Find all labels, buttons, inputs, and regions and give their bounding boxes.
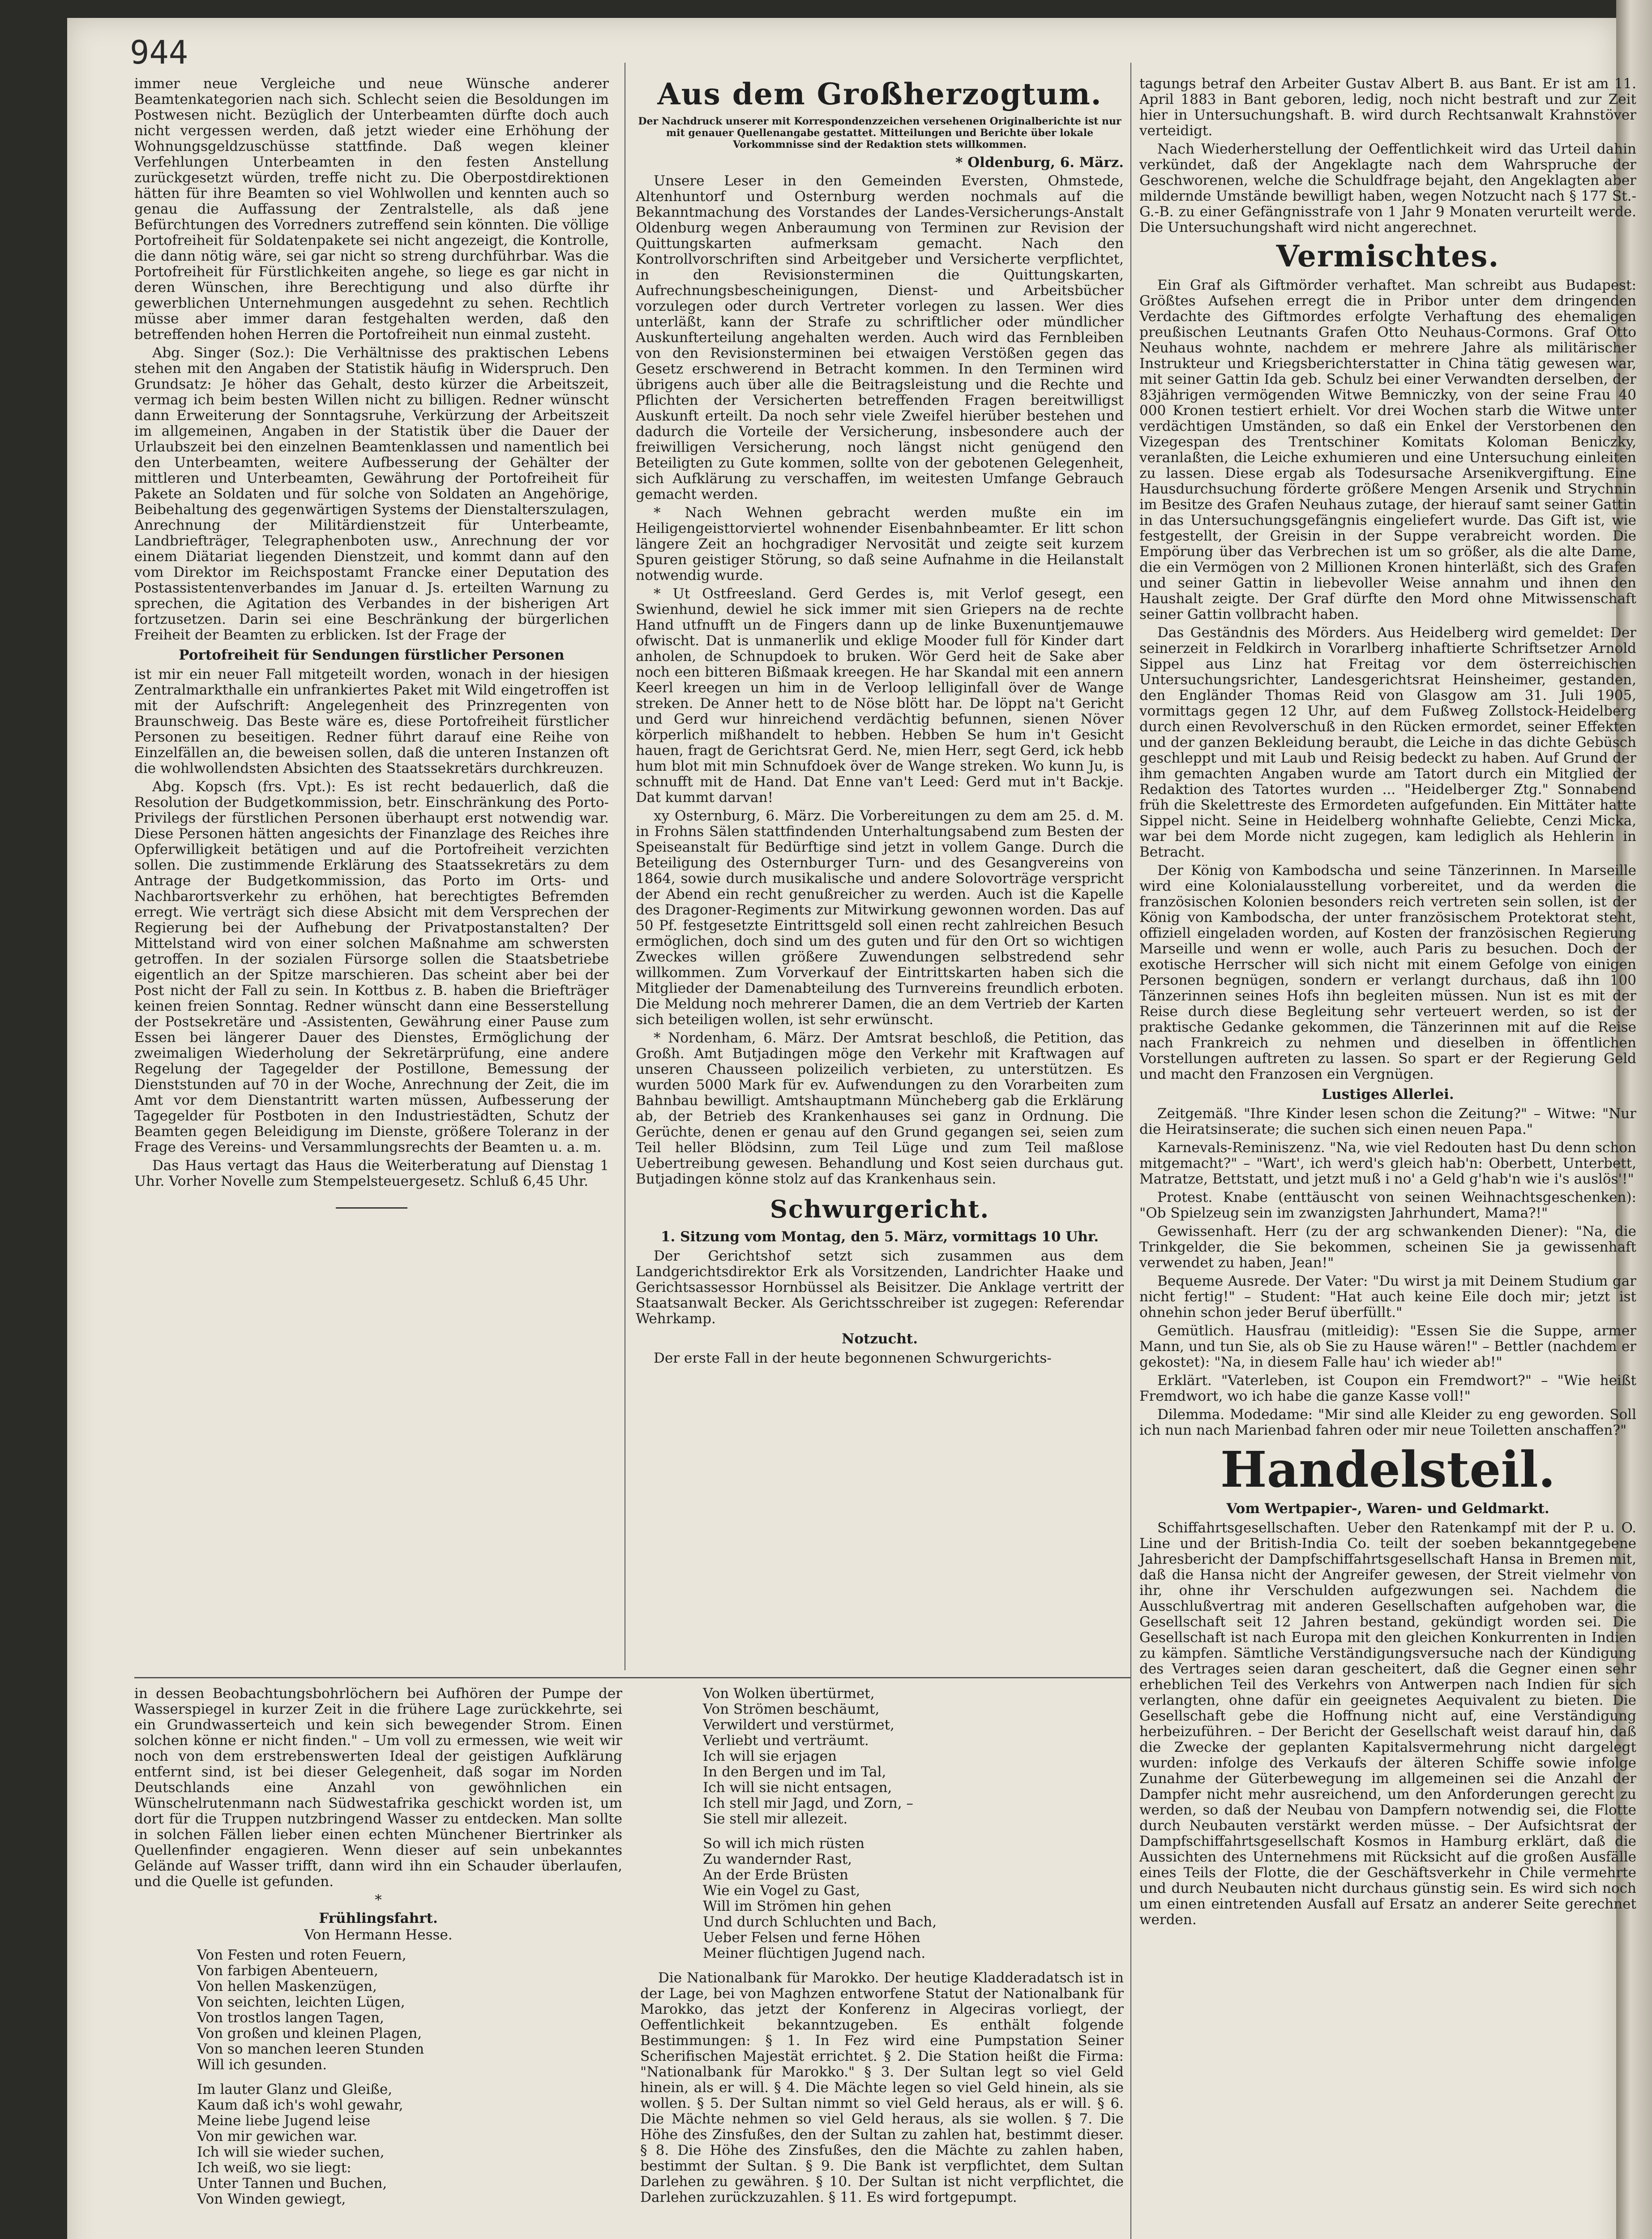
poem-line: Von Strömen beschäumt, [703, 1701, 880, 1717]
joke: Zeitgemäß. "Ihre Kinder lesen schon die Zeitung?" – Witwe: "Nur die Heiratsinserate; die suchen sich einen neuen Papa." [1139, 1106, 1636, 1137]
poem-stanza [703, 1836, 1124, 1961]
section-heading: Aus dem Großherzogtum. [657, 77, 1102, 112]
poem-line: Verliebt und verträumt. [703, 1733, 869, 1749]
joke: Dilemma. Modedame: "Mir sind alle Kleider zu eng geworden. Soll ich nun nach Marienbad fahren oder mir neue Toiletten anschaffen?" [1139, 1407, 1636, 1438]
poem-line: Verwildert und verstürmet, [703, 1717, 894, 1733]
poem-line: Von trostlos langen Tagen, [197, 2010, 384, 2026]
paragraph: Nach Wiederherstellung der Oeffentlichkeit wird das Urteil dahin verkündet, daß der Angeklagte nach dem Wahrspruche der Geschworenen, welche die Schuldfrage bejaht, den Angeklagten aber mildernde Umstände bewilligt haben, wegen Notzucht nach § 177 St.-G.-B. zu einer Gefängnisstrafe von 1 Jahr 9 Monaten verurteilt werde. Die Untersuchungshaft wird nicht angerechnet. [1139, 141, 1636, 236]
poem-line: Im lauter Glanz und Gleiße, [197, 2081, 393, 2097]
poem-line: Von mir gewichen war. [197, 2128, 358, 2145]
poem-line: Ich will sie erjagen [703, 1748, 837, 1764]
paragraph: * Nordenham, 6. März. Der Amtsrat beschloß, die Petition, das Großh. Amt Butjadingen möge den Verkehr mit Kraftwagen auf unseren Chausseen polizeilich verbieten, zu unterstützen. Es wurden 5000 Mark für ev. Aufwendungen zu den Vorarbeiten zum Bahnbau bewilligt. Amtshauptmann Müncheberg gab die Erklärung ab, der Betrieb des Krankenhauses sei ganz in Ordnung. Die Gerüchte, denen er genau auf den Grund gegangen sei, seien zum Teil heller Blödsinn, zum Teil Lüge und zum Teil maßlose Uebertreibung gewesen. Behandlung und Kost seien durchaus gut. Butjadingen könne stolz auf das Krankenhaus sein. [636, 1030, 1124, 1187]
subheading: Lustiges Allerlei. [1322, 1086, 1454, 1102]
poem-line: Von Festen und roten Feuern, [197, 1947, 407, 1963]
poem-line: Von Winden gewiegt, [197, 2191, 346, 2207]
column-parliament [134, 76, 609, 1218]
dateline: * Oldenburg, 6. März. [955, 154, 1124, 171]
poem-line: An der Erde Brüsten [703, 1867, 848, 1883]
poem-line: Zu wandernder Rast, [703, 1851, 852, 1867]
subheading: Notzucht. [841, 1331, 918, 1347]
poem-line: Ich will sie wieder suchen, [197, 2144, 385, 2160]
poem-line: Von seichten, leichten Lügen, [197, 1994, 405, 2010]
poem-line: Von hellen Maskenzügen, [197, 1978, 377, 1995]
paragraph: immer neue Vergleiche und neue Wünsche anderer Beamtenkategorien nach sich. Schlecht seien die Besoldungen im Postwesen nicht. Bezüglich der Unterbeamten dürfte doch auch nicht vergessen werden, daß jetzt wieder eine Erhöhung der Wohnungsgeldzuschüsse stattfinde. Daß wegen kleiner Verfehlungen Unterbeamten in den festen Anstellung zurückgesetzt würden, treffe nicht zu. Die Oberpostdirektionen hätten für ihre Beamten so viel Wohlwollen und kennten auch so genau die Auffassung der Zentralstelle, als daß jene Befürchtungen des Vorredners zutreffend sein könnten. Die völlige Portofreiheit für Soldatenpakete sei nicht angezeigt, die Kontrolle, die dann nötig wäre, sei gar nicht so streng durchführbar. Was die Portofreiheit für Fürstlichkeiten angehe, so liege es gar nicht in deren Wünschen, ihre Berechtigung und also dürfte ihr gewerblichen Unternehmungen ausgedehnt zu sehen. Rechtlich müsse aber immer daran festgehalten werden, daß den betreffenden hohen Herren die Portofreiheit nun einmal zusteht. [134, 76, 609, 343]
column-miscellany [1139, 76, 1636, 1930]
subheading: 1. Sitzung vom Montag, den 5. März, vormittags 10 Uhr. [660, 1229, 1099, 1245]
poem-continued [703, 1686, 1124, 1961]
joke: Gemütlich. Hausfrau (mitleidig): "Essen Sie die Suppe, armer Mann, und tun Sie, als ob Sie zu Hause wären!" – Bettler (nachdem er gekostet): "Na, in diesem Falle hau' ich wieder ab!" [1139, 1323, 1636, 1370]
poem-line: Und durch Schluchten und Bach, [703, 1914, 937, 1930]
poem-stanza [197, 2082, 622, 2207]
poem-line: Meine liebe Jugend leise [197, 2113, 371, 2129]
joke: Gewissenhaft. Herr (zu der arg schwankenden Diener): "Na, die Trinkgelder, die Sie bekommen, scheinen Sie ja gewissenhaft verwendet zu haben, Jean!" [1139, 1223, 1636, 1271]
paragraph: Unsere Leser in den Gemeinden Eversten, Ohmstede, Altenhuntorf und Osternburg werden nochmals auf die Bekanntmachung des Vorstandes der Landes-Versicherungs-Anstalt Oldenburg wegen Anberaumung von Terminen zur Revision der Quittungskarten aufmerksam gemacht. Nach den Kontrollvorschriften sind Arbeitgeber und Versicherte verpflichtet, in den Revisionsterminen die Quittungskarten, Aufrechnungsbescheinigungen, Dienst- und Arbeitsbücher vorzulegen oder durch Vertreter vorlegen zu lassen. Wer dies unterläßt, kann der Strafe zu schriftlicher oder mündlicher Auskunfterteilung angehalten werden. Auch wird das Fernbleiben von den Revisionsterminen bei etwaigen Verstößen gegen das Gesetz erschwerend in Betracht kommen. In den Terminen wird übrigens auch über alle die Beitragsleistung und die Rechte und Pflichten der Versicherten betreffenden Fragen bereitwilligst Auskunft erteilt. Da noch sehr viele Zweifel hierüber bestehen und dadurch die Vorteile der Versicherung, insbesondere auch der freiwilligen Versicherung, noch längst nicht genügend den Beteiligten zu Gute kommen, sollte von der gebotenen Gelegenheit, sich Aufklärung zu verschaffen, im weitesten Umfange Gebrauch gemacht werden. [636, 173, 1124, 502]
joke: Karnevals-Reminiszenz. "Na, wie viel Redouten hast Du denn schon mitgemacht?" – "Wart', ich werd's gleich hab'n: Oberbett, Unterbett, Matratze, Bettstatt, und jetzt muß i no' a Geld g'hab'n wie i's auslös'!" [1139, 1140, 1636, 1187]
poem-line: Ich will sie nicht entsagen, [703, 1780, 892, 1796]
poem-line: Sie stell mir allezeit. [703, 1811, 848, 1827]
paragraph: Das Geständnis des Mörders. Aus Heidelberg wird gemeldet: Der seinerzeit in Feldkirch in Vorarlberg inhaftierte Schriftsetzer Arnold Sippel aus Linz hat Freitag vor dem österreichischen Untersuchungsrichter, Landesgerichtsrat Heinsheimer, gestanden, den Engländer Thomas Reid von Glasgow am 31. Juli 1905, vormittags gegen 12 Uhr, auf dem Fußweg Zollstock-Heidelberg durch einen Revolverschuß in den Rücken ermordet, seiner Effekten und der ganzen Bekleidung beraubt, die Leiche in das dichte Gebüsch geschleppt und mit Laub und Reisig bedeckt zu haben. Auf Grund der ihm gemachten Angaben wurde am Tatort durch ein Mitglied der Redaktion des Tatortes wurden ... "Heidelberger Ztg." Sonnabend früh die Skelettreste des Ermordeten aufgefunden. Ein Mittäter hatte Sippel nicht. Seine in Heidelberg wohnhafte Geliebte, Cenzi Micka, war bei dem Morde nicht zugegen, kam lediglich als Hehlerin in Betracht. [1139, 625, 1636, 860]
poem-line: Von farbigen Abenteuern, [197, 1963, 378, 1979]
section-heading: Schwurgericht. [770, 1195, 990, 1223]
paragraph: tagungs betraf den Arbeiter Gustav Albert B. aus Bant. Er ist am 11. April 1883 in Bant geboren, ledig, noch nicht bestraft und zur Zeit hier in Untersuchungshaft. B. wird durch Rechtsanwalt Krahnstöver verteidigt. [1139, 76, 1636, 139]
paragraph: xy Osternburg, 6. März. Die Vorbereitungen zu dem am 25. d. M. in Frohns Sälen stattfindenden Unterhaltungsabend zum Besten der Speiseanstalt für Bedürftige sind jetzt in vollem Gange. Durch die Beteiligung des Osternburger Turn- und des Gesangvereins von 1864, sowie durch musikalische und andere Solovorträge verspricht der Abend ein recht genußreicher zu werden. Auch ist die Kapelle des Dragoner-Regiments zur Mitwirkung gewonnen worden. Das auf 50 Pf. festgesetzte Eintrittsgeld soll einen recht zahlreichen Besuch ermöglichen, doch sind um des guten und für den Ort so wichtigen Zweckes willen größere Zuwendungen selbstredend sehr willkommen. Zum Vorverkauf der Eintrittskarten haben sich die Mitglieder der Damenabteilung des Turnvereins freundlich erboten. Die Meldung noch mehrerer Damen, die an dem Vertrieb der Karten sich beteiligen wollen, ist sehr erwünscht. [636, 808, 1124, 1028]
poem-stanza [703, 1686, 1124, 1827]
poem-line: Will im Strömen hin gehen [703, 1898, 891, 1914]
poem-author: Von Hermann Hesse. [304, 1927, 453, 1943]
poem-line: In den Bergen und im Tal, [703, 1764, 886, 1780]
poem [197, 1947, 622, 2207]
poem-line: Von Wolken übertürmet, [703, 1686, 875, 1702]
end-rule [336, 1207, 407, 1209]
paragraph: ist mir ein neuer Fall mitgeteilt worden, wonach in der hiesigen Zentralmarkthalle ein unfrankiertes Paket mit Wild eingetroffen ist mit der Aufschrift: Angelegenheit des Prinzregenten von Braunschweig. Das Beste wäre es, diese Portofreiheit fürstlicher Personen zu beseitigen. Redner führt darauf eine Reihe von Einzelfällen an, die beweisen sollen, daß die unteren Instanzen oft die wohlwollendsten Absichten des Staatssekretärs durchkreuzen. [134, 666, 609, 776]
poem-title: Frühlingsfahrt. [319, 1910, 438, 1926]
poem-line: Von großen und kleinen Plagen, [197, 2025, 422, 2042]
section-heading: Vermischtes. [1276, 239, 1500, 274]
subheading: Portofreiheit für Sendungen fürstlicher Personen [179, 647, 565, 663]
poem-line: Ich weiß, wo sie liegt: [197, 2160, 351, 2176]
page-number: 944 [130, 34, 188, 71]
poem-line: Ich stell mir Jagd, und Zorn, – [703, 1795, 913, 1811]
poem-line: Unter Tannen und Buchen, [197, 2175, 387, 2192]
paragraph: in dessen Beobachtungsbohrlöchern bei Aufhören der Pumpe der Wasserspiegel in kurzer Zeit in die frühere Lage zurückkehrte, sei ein Grundwasserteich und kein sich bewegender Strom. Einen solchen könne er nicht finden." – Um voll zu ermessen, wie weit wir noch von dem erstrebenswerten Ideal der geistigen Aufklärung entfernt sind, ist bei dieser Gelegenheit, daß sogar im Norden Deutschlands eine Anzahl von gewöhnlichen ein Wünschelrutenmann nach Südwestafrika geschickt worden ist, um dort für die Truppen nutzbringend Wasser zu entdecken. Man sollte in solchen Fällen lieber einen echten Münchener Biertrinker als Quellenfinder engagieren. Wenn dieser auf sein unbekanntes Gelände auf Wasser trifft, dann wird ihn ein Schauder überlaufen, und die Quelle ist gefunden. [134, 1686, 622, 1890]
section-divider [134, 1677, 1130, 1678]
poem-line: Ueber Felsen und ferne Höhen [703, 1930, 920, 1946]
paragraph: Die Nationalbank für Marokko. Der heutige Kladderadatsch ist in der Lage, bei von Maghzen entworfene Statut der Nationalbank für Marokko, das jetzt der Konferenz in Algeciras vorliegt, der Oeffentlichkeit bekanntzugeben. Es enthält folgende Bestimmungen: § 1. In Fez wird eine Pumpstation Seiner Scherifischen Majestät errichtet. § 2. Die Station heißt die Firma: "Nationalbank für Marokko." § 3. Der Sultan legt so viel Geld hinein, als er will. § 4. Die Mächte legen so viel Geld hinein, als sie wollen. § 5. Der Sultan nimmt so viel Geld heraus, als er will. § 6. Die Mächte nehmen so viel Geld heraus, als sie wollen. § 7. Die Höhe des Zinsfußes, den der Sultan zu zahlen hat, bestimmt dieser. § 8. Die Höhe des Zinsfußes, den die Mächte zu zahlen haben, bestimmt der Sultan. § 9. Die Bank ist verpflichtet, dem Sultan Darlehen zu gewähren. § 10. Der Sultan ist nicht verpflichtet, die Darlehen zurückzuzahlen. § 11. Es wird fortgepumpt. [640, 1970, 1124, 2205]
joke: Bequeme Ausrede. Der Vater: "Du wirst ja mit Deinem Studium gar nicht fertig!" – Student: "Hat auch keine Eile doch mir; jetzt ist ohnehin schon jeder Beruf überfüllt." [1139, 1273, 1636, 1321]
poem-line: Meiner flüchtigen Jugend nach. [703, 1945, 926, 1961]
paragraph: Der Gerichtshof setzt sich zusammen aus dem Landgerichtsdirektor Erk als Vorsitzenden, Landrichter Haake und Gerichtsassessor Hornbüssel als Beisitzer. Die Anklage vertritt der Staatsanwalt Becker. Als Gerichtsschreiber ist zugegen: Referendar Wehrkamp. [636, 1248, 1124, 1327]
section-heading: Handelsteil. [1220, 1441, 1556, 1498]
paragraph: * Ut Ostfreesland. Gerd Gerdes is, mit Verlof gesegt, een Swienhund, dewiel he sick immer mit sien Griepers na de rechte Hand utfnufft un de Fingers dann up de linke Buxenuntjemauwe ofwischt. Dat is unmanerlik und eklige Mooder full för Kinder dart anholen, de Schnupdoek to bruken. Wör Gerd heit de Sake aber noch een bitteren Bißmaak kreegen. He har Skandal mit een annern Keerl kreegen un him in de Verloop lelliginfall över de Wange streken. De Anner hett to de Nöse blött har. De löppt na't Gericht und Gerd wur hinreichend verdächtig befunnen, sienen Növer körperlich mißhandelt to hebben. Hebben Se hum in't Gesicht hauen, fragt de Gerichtsrat Gerd. Ne, mien Herr, segt Gerd, ick hebb hum blot mit min Schnufdoek över de Wange streken. Wo kunn Ju, is schnufft mit de Hand. Dat Enne van't Leed: Gerd mut in't Backje. Dat kummt darvan! [636, 586, 1124, 806]
poem-line: Von so manchen leeren Stunden [197, 2041, 424, 2057]
separator-star: * [375, 1892, 382, 1908]
feuilleton-middle [640, 1686, 1124, 2205]
column-divider [1130, 63, 1131, 2239]
poem-line: Wie ein Vogel zu Gast, [703, 1883, 860, 1899]
subheading: Vom Wertpapier-, Waren- und Geldmarkt. [1226, 1501, 1549, 1517]
paragraph: Der erste Fall in der heute begonnenen Schwurgerichts- [654, 1350, 1052, 1366]
column-regional [636, 76, 1124, 1369]
poem-stanza [197, 1947, 622, 2073]
paragraph: * Nach Wehnen gebracht werden mußte ein im Heiligengeisttorviertel wohnender Eisenbahnbeamter. Er litt schon längere Zeit an hochgradiger Nervosität und zeigte seit kurzem Spuren geistiger Störung, so daß seine Aufnahme in die Heilanstalt notwendig wurde. [636, 505, 1124, 583]
joke: Protest. Knabe (enttäuscht von seinen Weihnachtsgeschenken): "Ob Spielzeug sein im zwanzigsten Jahrhundert, Mama?!" [1139, 1189, 1636, 1221]
paragraph: Der König von Kambodscha und seine Tänzerinnen. In Marseille wird eine Kolonialausstellung vorbereitet, und da werden die französischen Kolonien besonders reich vertreten sein sollen, ist der König von Kambodscha, der unter französischem Protektorat steht, offiziell eingeladen worden, auf Kosten der französischen Regierung Marseille und wenn er wolle, auch Paris zu besuchen. Doch der exotische Herrscher will sich nicht mit einem Gefolge von einigen Personen begnügen, sondern er verlangt durchaus, daß ihn 100 Tänzerinnen seines Hofs ihn begleiten müssen. Nun ist es mit der Reise durch diese Begleitung sehr verteuert werden, so ist der praktische Gedanke gekommen, die Tänzerinnen mit auf die Reise nach Frankreich zu nehmen und dieselben in öffentlichen Vorstellungen auftreten zu lassen. So spart er der Regierung Geld und macht den Franzosen ein Vergnügen. [1139, 862, 1636, 1082]
paragraph: Abg. Kopsch (frs. Vpt.): Es ist recht bedauerlich, daß die Resolution der Budgetkommission, betr. Einschränkung des Porto-Privilegs der fürstlichen Personen überhaupt erst notwendig war. Diese Personen hätten angesichts der Finanzlage des Reiches ihre Opferwilligkeit betätigen und auf die Portofreiheit verzichten sollen. Die zustimmende Erklärung des Staatssekretärs zu dem Antrage der Budgetkommission, das Porto im Orts- und Nachbarortsverkehr zu erhöhen, hat berechtigtes Befremden erregt. Wie verträgt sich diese Absicht mit dem Versprechen der Regierung bei der Aufhebung der Privatpostanstalten? Der Mittelstand wird von einer solchen Maßnahme am schwersten getroffen. In der sozialen Fürsorge sollen die Staatsbetriebe eigentlich an der Spitze marschieren. Das scheint aber bei der Post nicht der Fall zu sein. In Kottbus z. B. haben die Briefträger keinen freien Sonntag. Redner wünscht dann eine Besserstellung der Postsekretäre und -Assistenten, Gewährung einer Pause zum Essen bei längerer Dauer des Dienstes, Ermöglichung der zweimaligen Wiederholung der Sekretärprüfung, eine andere Regelung der Tagegelder der Postillone, Bemessung der Dienststunden auf 70 in der Woche, Anrechnung der Zeit, die im Amt vor dem Dienstantritt warten müssen, Aufbesserung der Tagegelder für Postboten in den Industriestädten, Schutz der Beamten gegen Beleidigung im Dienste, größere Toleranz in der Frage des Vereins- und Versammlungsrechts der Beamten u. a. m. [134, 779, 609, 1155]
paragraph: Ein Graf als Giftmörder verhaftet. Man schreibt aus Budapest: Größtes Aufsehen erregt die in Pribor unter dem dringenden Verdachte des Giftmordes erfolgte Verhaftung des ehemaligen preußischen Leutnants Grafen Otto Neuhaus-Cormons. Graf Otto Neuhaus wohnte, nachdem er mehrere Jahre als militärischer Instrukteur und Kriegsberichterstatter in China tätig gewesen war, mit seiner Gattin Ida geb. Schulz bei einer Verwandten derselben, der 83jährigen vermögenden Witwe Bemniczky, von der seine Frau 40 000 Kronen testiert erhielt. Vor drei Wochen starb die Witwe unter verdächtigen Umständen, so daß ein Enkel der Verstorbenen den Vizegespan des Trentschiner Komitats Koloman Beniczky, veranlaßten, die Leiche exhumieren und eine Untersuchung einleiten zu lassen. Diese ergab als Todesursache Arsenikvergiftung. Eine Hausdurchsuchung förderte größere Mengen Arsenik und Strychnin im Besitze des Grafen Neuhaus zutage, der hierauf samt seiner Gattin in das Untersuchungsgefängnis eingeliefert wurde. Das Gift ist, wie festgestellt, der Greisin in der Suppe verabreicht worden. Die Empörung über das Verbrechen ist um so größer, als die alte Dame, die ein Vermögen von 2 Millionen Kronen hinterläßt, sich des Grafen und seiner Gattin in liebevoller Weise annahm und ihnen den Haushalt zeigte. Der Graf dürfte den Mord ohne Mitwissenschaft seiner Gattin vollbracht haben. [1139, 277, 1636, 622]
poem-line: So will ich mich rüsten [703, 1836, 865, 1852]
joke: Erklärt. "Vaterleben, ist Coupon ein Fremdwort?" – "Wie heißt Fremdwort, wo ich habe die ganze Kasse voll!" [1139, 1373, 1636, 1404]
paragraph: Das Haus vertagt das Haus die Weiterberatung auf Dienstag 1 Uhr. Vorher Novelle zum Stempelsteuergesetz. Schluß 6,45 Uhr. [134, 1158, 609, 1189]
poem-line: Kaum daß ich's wohl gewahr, [197, 2097, 403, 2113]
poem-line: Will ich gesunden. [197, 2057, 327, 2073]
editorial-note: Der Nachdruck unserer mit Korrespondenzzeichen versehenen Originalberichte ist nur mit genauer Quellenangabe gestattet. Mitteilungen und Berichte über lokale Vorkommnisse sind der Redaktion stets willkommen. [638, 116, 1121, 150]
paragraph: Schiffahrtsgesellschaften. Ueber den Ratenkampf mit der P. u. O. Line und der British-India Co. teilt der soeben bekanntgegebene Jahresbericht der Dampfschiffahrtsgesellschaft Hansa in Bremen mit, daß die Hansa nicht der Angreifer gewesen, der Streit vielmehr von ihr, ohne ihr Verschulden aufgezwungen sei. Nachdem die Ausschlußvertrag mit anderen Gesellschaften aufgehoben war, die Gesellschaft seit 12 Jahren bestand, gekündigt worden sei. Die Gesellschaft ist nach Europa mit den gleichen Konkurrenten in Indien zu kämpfen. Sämtliche Verständigungsversuche nach der Kündigung des Vertrages seien daran gescheitert, daß die Gegner einen sehr erheblichen Teil des Verkehrs von Antwerpen nach Indien für sich verlangten, ohne dafür ein geeignetes Aequivalent zu bieten. Die Gesellschaft gebe die Hoffnung nicht auf, eine Verständigung herbeizuführen. – Der Bericht der Gesellschaft weist darauf hin, daß die Zwecke der geplanten Kapitalsvermehrung nicht dargelegt wurden: infolge des Verkaufs der älteren Schiffe sowie infolge Zunahme der Güterbewegung im allgemeinen sei die Anzahl der Dampfer nicht mehr ausreichend, um den Anforderungen gerecht zu werden, so daß der Neubau von Dampfern notwendig sei, die Flotte durch Neubauten verstärkt werden müsse. – Der Aufsichtsrat der Dampfschiffahrtsgesellschaft Kosmos in Hamburg erklärt, daß die Aussichten des Unternehmens mit Rücksicht auf die großen Ausfälle eines Teils der Flotte, die der Geschäftsverkehr in Chile vermehrte und durch Neubauten nicht durchaus günstig sein. Es wird sich noch um einen eintretenden Ausfall auf Ersatz an anderer Seite gerechnet werden. [1139, 1520, 1636, 1928]
paragraph: Abg. Singer (Soz.): Die Verhältnisse des praktischen Lebens stehen mit den Angaben der Statistik häufig in Widerspruch. Den Grundsatz: Je höher das Gehalt, desto kürzer die Arbeitszeit, vermag ich beim besten Willen nicht zu billigen. Redner wünscht dann Erweiterung der Sonntagsruhe, Verkürzung der Arbeitszeit im allgemeinen, Angaben in der Statistik über die Dauer der Urlaubszeit bei den einzelnen Beamtenklassen und namentlich bei den Unterbeamten, weitere Aufbesserung der Gehälter der mittleren und Unterbeamten, Gewährung der Portofreiheit für Pakete an Soldaten und für solche von Soldaten an Angehörige, Beibehaltung des gegenwärtigen Systems der Dienstalterszulagen, Anrechnung der Militärdienstzeit für Unterbeamte, Landbriefträger, Telegraphenboten usw., Anrechnung der vor einem Diätariat liegenden Dienstzeit, und kommt dann auf den vom Direktor im Reichspostamt Francke einer Deputation des Postassistentenverbandes im Januar d. Js. erteilten Warnung zu sprechen, die Agitation des Verbandes in der bisherigen Art fortzusetzen. Darin sei eine Beschränkung der bürgerlichen Freiheit der Beamten zu erblicken. Ist der Frage der [134, 345, 609, 643]
feuilleton-left [134, 1686, 622, 2216]
